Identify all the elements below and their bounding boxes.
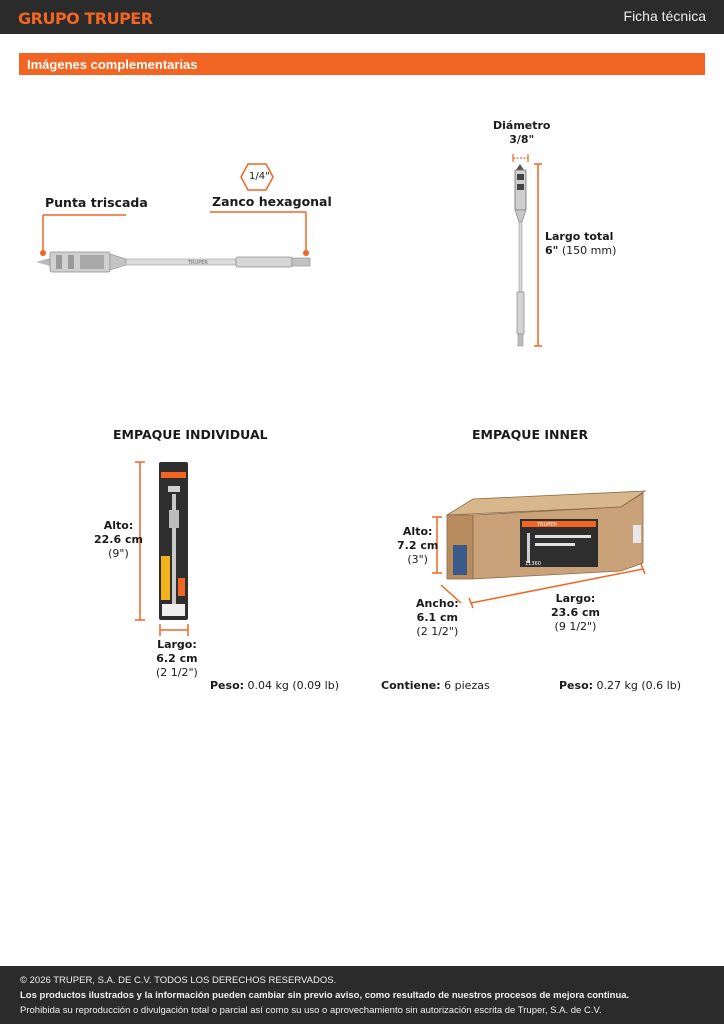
bit-brand-mark: TRUPER [188,260,208,266]
total-length-value: 6" [545,244,559,257]
box-brand-mark: TRUPER [537,522,557,528]
diameter-dimension [493,119,551,147]
individual-package-title: EMPAQUE INDIVIDUAL [113,427,268,442]
inner-height-label: Alto: [402,525,433,538]
individual-weight [210,679,339,692]
inner-width-cm: 6.1 cm [416,611,458,624]
inner-package-title: EMPAQUE INNER [472,427,589,442]
diameter-value: 3/8" [509,133,535,146]
individual-height-cm: 22.6 cm [94,533,143,546]
diameter-label: Diámetro [493,119,551,132]
total-length-metric: (150 mm) [561,244,617,257]
inner-weight [559,679,681,692]
footer [0,966,724,1024]
inner-length-cm: 23.6 cm [551,606,600,619]
inner-height-cm: 7.2 cm [397,539,439,552]
inner-package-image [425,485,655,615]
hex-size-label: 1/4" [249,171,270,182]
inner-length-dimension [551,592,600,634]
individual-weight-label: Peso: [210,679,245,692]
tip-label: Punta triscada [45,195,148,210]
inner-contents [381,679,490,692]
prohibition-text: Prohibida su reproducción o divulgación total o parcial así como su uso o aprovechamiento sin autorización escrita de Truper, S.A. de C.V. [20,1005,602,1016]
individual-weight-value: 0.04 kg (0.09 lb) [247,679,339,692]
individual-height-label: Alto: [103,519,134,532]
inner-width-in: (2 1/2") [416,625,459,638]
inner-length-in: (9 1/2") [554,620,597,633]
total-length-value-row [545,244,616,257]
individual-length-dimension [156,638,198,680]
individual-length-label: Largo: [157,638,197,651]
inner-contents-value: 6 piezas [444,679,490,692]
notice-text: Los productos ilustrados y la información pueden cambiar sin previo aviso, como resultado de nuestros procesos de mejora continua. [20,990,630,1001]
inner-contents-label: Contiene: [381,679,441,692]
inner-width-dimension [416,597,459,639]
copyright-text: © 2026 TRUPER, S.A. DE C.V. TODOS LOS DERECHOS RESERVADOS. [20,975,337,986]
individual-length-in: (2 1/2") [156,666,198,679]
section-title: Imágenes complementarias [27,57,198,72]
individual-height-in: (9") [108,547,129,560]
top-bar [0,0,724,34]
section-header [19,53,705,75]
brand-logo: GRUPO TRUPER [18,9,153,28]
inner-height-dimension [397,525,438,567]
individual-height-dimension [94,519,143,561]
shank-label: Zanco hexagonal [212,194,332,209]
individual-length-cm: 6.2 cm [156,652,198,665]
total-length-label: Largo total [545,230,614,243]
spade-bit-horizontal-image [30,160,330,280]
inner-width-label: Ancho: [416,597,459,610]
inner-height-in: (3") [407,553,428,566]
document-type-label: Ficha técnica [623,8,706,24]
total-length-dimension [545,230,616,258]
box-code-mark: 11360 [525,561,541,567]
inner-weight-label: Peso: [559,679,594,692]
inner-length-label: Largo: [555,592,596,605]
inner-weight-value: 0.27 kg (0.6 lb) [596,679,681,692]
